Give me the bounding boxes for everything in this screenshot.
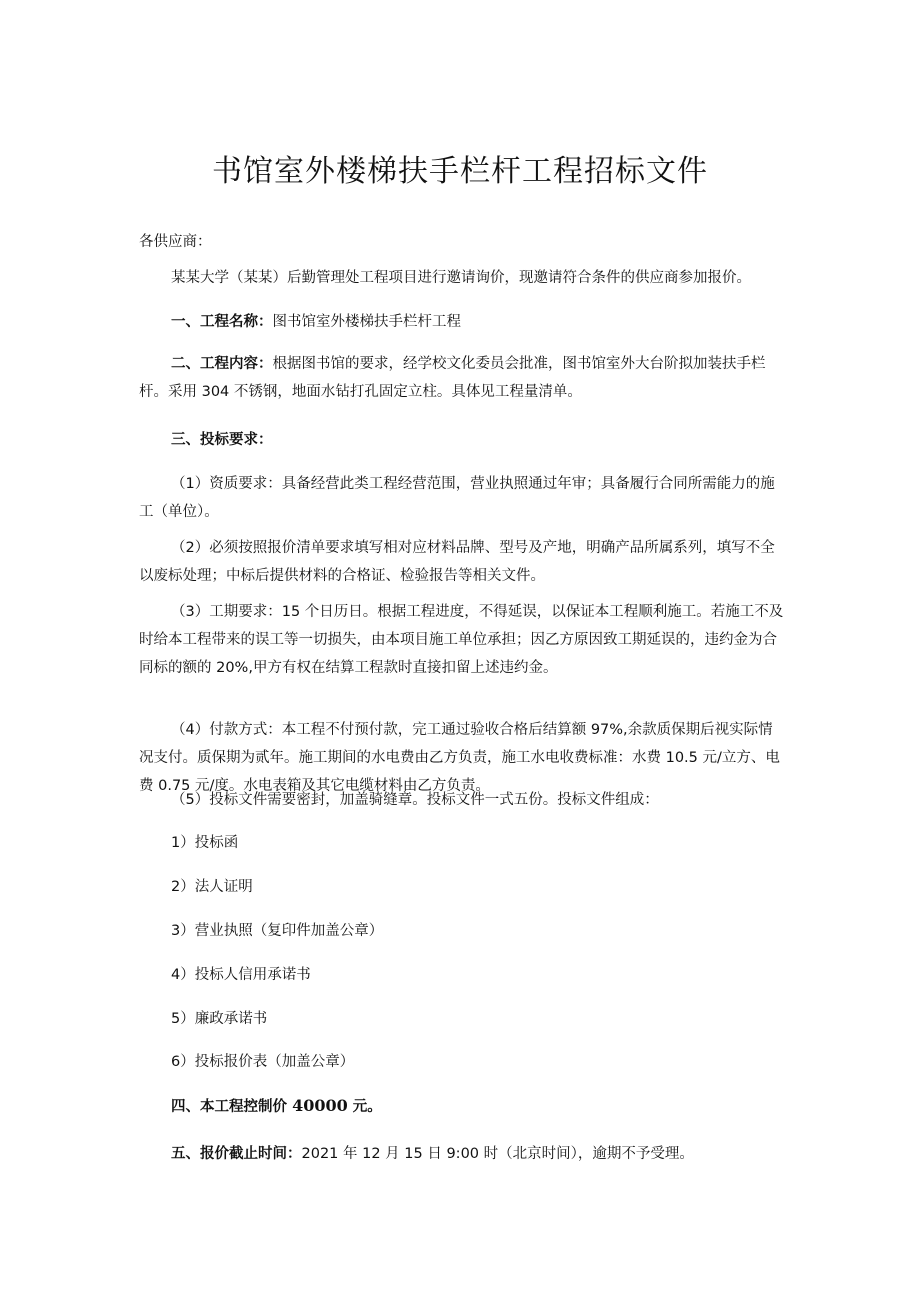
section-text: 根据图书馆的要求，经学校文化委员会批准，图书馆室外大台阶拟加装扶手栏杆。采用 304 不锈钢，地面水钻打孔固定立柱。具体见工程量清单。	[139, 356, 766, 400]
section-heading: 一、工程名称：	[171, 314, 273, 330]
section-text: 2021 年 12 月 15 日 9:00 时（北京时间），逾期不予受理。	[301, 1146, 694, 1162]
document-list-item: 5）廉政承诺书	[171, 1011, 268, 1027]
document-list-item: 2）法人证明	[171, 879, 253, 895]
document-list-item: 3）营业执照（复印件加盖公章）	[171, 923, 384, 939]
section-heading: 二、工程内容：	[171, 356, 273, 372]
salutation: 各供应商：	[139, 234, 212, 250]
section-project-name	[171, 312, 461, 332]
control-price-prefix: 四、本工程控制价	[171, 1099, 293, 1115]
control-price-amount: 40000	[292, 1096, 348, 1115]
section-deadline	[171, 1144, 694, 1164]
document-list-item: 1）投标函	[171, 835, 239, 851]
intro-paragraph: 某某大学（某某）后勤管理处工程项目进行邀请询价，现邀请符合条件的供应商参加报价。	[171, 270, 751, 286]
section-control-price	[171, 1096, 382, 1117]
requirement-item: （1）资质要求：具备经营此类工程经营范围，营业执照通过年审；具备履行合同所需能力的施工（单位）。	[139, 476, 775, 520]
section-project-content	[139, 350, 787, 406]
control-price-suffix: 元。	[347, 1099, 382, 1115]
section-bid-requirements-heading: 三、投标要求：	[171, 432, 273, 448]
section-text: 图书馆室外楼梯扶手栏杆工程	[272, 314, 461, 330]
document-list-item: 6）投标报价表（加盖公章）	[171, 1054, 355, 1070]
document-list-item: 4）投标人信用承诺书	[171, 967, 311, 983]
requirement-item: （3）工期要求：15 个日历日。根据工程进度，不得延误，以保证本工程顺利施工。若施工不及时给本工程带来的误工等一切损失，由本项目施工单位承担；因乙方原因致工期延误的，违约金为合同标的额的 20%,甲方有权在结算工程款时直接扣留上述违约金。	[139, 604, 784, 676]
requirement-item: （2）必须按照报价清单要求填写相对应材料品牌、型号及产地，明确产品所属系列，填写不全以废标处理；中标后提供材料的合格证、检验报告等相关文件。	[139, 540, 775, 584]
requirement-item: （4）付款方式：本工程不付预付款，完工通过验收合格后结算额 97%,余款质保期后视实际情况支付。质保期为贰年。施工期间的水电费由乙方负责，施工水电收费标准：水费 10.5 元/立方、电费 0.75 元/度。水电表箱及其它电缆材料由乙方负责。	[139, 722, 780, 794]
document-title: 书馆室外楼梯扶手栏杆工程招标文件	[212, 154, 708, 189]
requirement-item: （5）投标文件需要密封，加盖骑缝章。投标文件一式五份。投标文件组成：	[171, 792, 659, 808]
section-heading: 五、报价截止时间：	[171, 1146, 302, 1162]
